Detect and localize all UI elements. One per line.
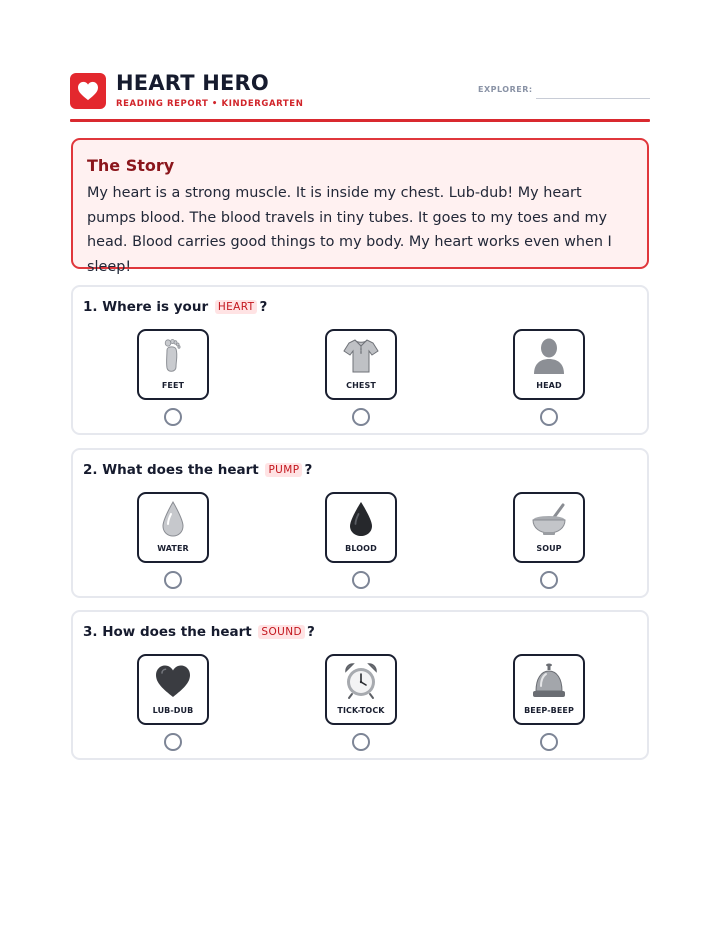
question-3: [71, 610, 649, 760]
option-card[interactable]: [137, 329, 209, 400]
story-box: [71, 138, 649, 275]
question-prefix: 2. What does the heart: [83, 462, 259, 478]
question-2: [71, 448, 649, 598]
option-card[interactable]: [513, 654, 585, 725]
option-card[interactable]: [513, 492, 585, 563]
option-soup[interactable]: [513, 492, 585, 563]
option-tick-tock[interactable]: [325, 654, 397, 725]
story-text: My heart is a strong muscle. It is inside my chest. Lub-dub! My heart pumps blood. The blood travels in tiny tubes. It goes to my toes and my head. Blood carries good things to my body. My heart works even when I sleep!: [87, 185, 612, 275]
option-card[interactable]: [325, 654, 397, 725]
option-card[interactable]: [325, 492, 397, 563]
option-water[interactable]: [137, 492, 209, 563]
option-card[interactable]: [137, 492, 209, 563]
option-label: BLOOD: [345, 544, 377, 553]
question-suffix: ?: [306, 624, 315, 640]
foot-icon: [155, 337, 191, 375]
shirt-icon: [343, 337, 379, 375]
page-subtitle: READING REPORT • KINDERGARTEN: [116, 99, 304, 109]
option-head[interactable]: [513, 329, 585, 400]
option-beep-beep[interactable]: [513, 654, 585, 725]
option-label: WATER: [157, 544, 189, 553]
alarm-clock-icon: [343, 662, 379, 700]
option-label: CHEST: [346, 381, 376, 390]
explorer-name-field[interactable]: [536, 98, 650, 99]
header-divider: [70, 119, 650, 122]
radio-button[interactable]: [540, 733, 558, 751]
option-lub-dub[interactable]: [137, 654, 209, 725]
radio-button[interactable]: [164, 571, 182, 589]
heart-icon: [155, 662, 191, 700]
story-title: The Story: [87, 156, 175, 175]
option-blood[interactable]: [325, 492, 397, 563]
heart-logo-icon: [70, 73, 106, 109]
question-prefix: 1. Where is your: [83, 299, 209, 315]
option-card[interactable]: [325, 329, 397, 400]
water-drop-icon: [155, 500, 191, 538]
option-label: LUB-DUB: [152, 706, 194, 715]
option-label: HEAD: [536, 381, 562, 390]
question-prefix: 3. How does the heart: [83, 624, 252, 640]
question-keyword: SOUND: [258, 625, 305, 639]
option-feet[interactable]: [137, 329, 209, 400]
question-1: [71, 285, 649, 435]
option-card[interactable]: [137, 654, 209, 725]
question-title: [83, 462, 312, 478]
question-keyword: HEART: [215, 300, 258, 314]
option-card[interactable]: [513, 329, 585, 400]
option-label: TICK-TOCK: [337, 706, 385, 715]
question-suffix: ?: [304, 462, 313, 478]
radio-button[interactable]: [352, 733, 370, 751]
page-title: HEART HERO: [116, 71, 269, 95]
radio-button[interactable]: [352, 571, 370, 589]
option-chest[interactable]: [325, 329, 397, 400]
radio-button[interactable]: [164, 733, 182, 751]
bell-icon: [531, 662, 567, 700]
option-label: FEET: [161, 381, 185, 390]
radio-button[interactable]: [164, 408, 182, 426]
soup-bowl-icon: [531, 500, 567, 538]
question-title: [83, 624, 315, 640]
radio-button[interactable]: [540, 571, 558, 589]
blood-drop-icon: [343, 500, 379, 538]
radio-button[interactable]: [540, 408, 558, 426]
option-label: SOUP: [536, 544, 562, 553]
head-icon: [531, 337, 567, 375]
question-suffix: ?: [259, 299, 268, 315]
radio-button[interactable]: [352, 408, 370, 426]
report-header: [70, 72, 650, 112]
explorer-label: EXPLORER:: [478, 85, 533, 94]
question-keyword: PUMP: [265, 463, 302, 477]
question-title: [83, 299, 267, 315]
option-label: BEEP-BEEP: [524, 706, 574, 715]
